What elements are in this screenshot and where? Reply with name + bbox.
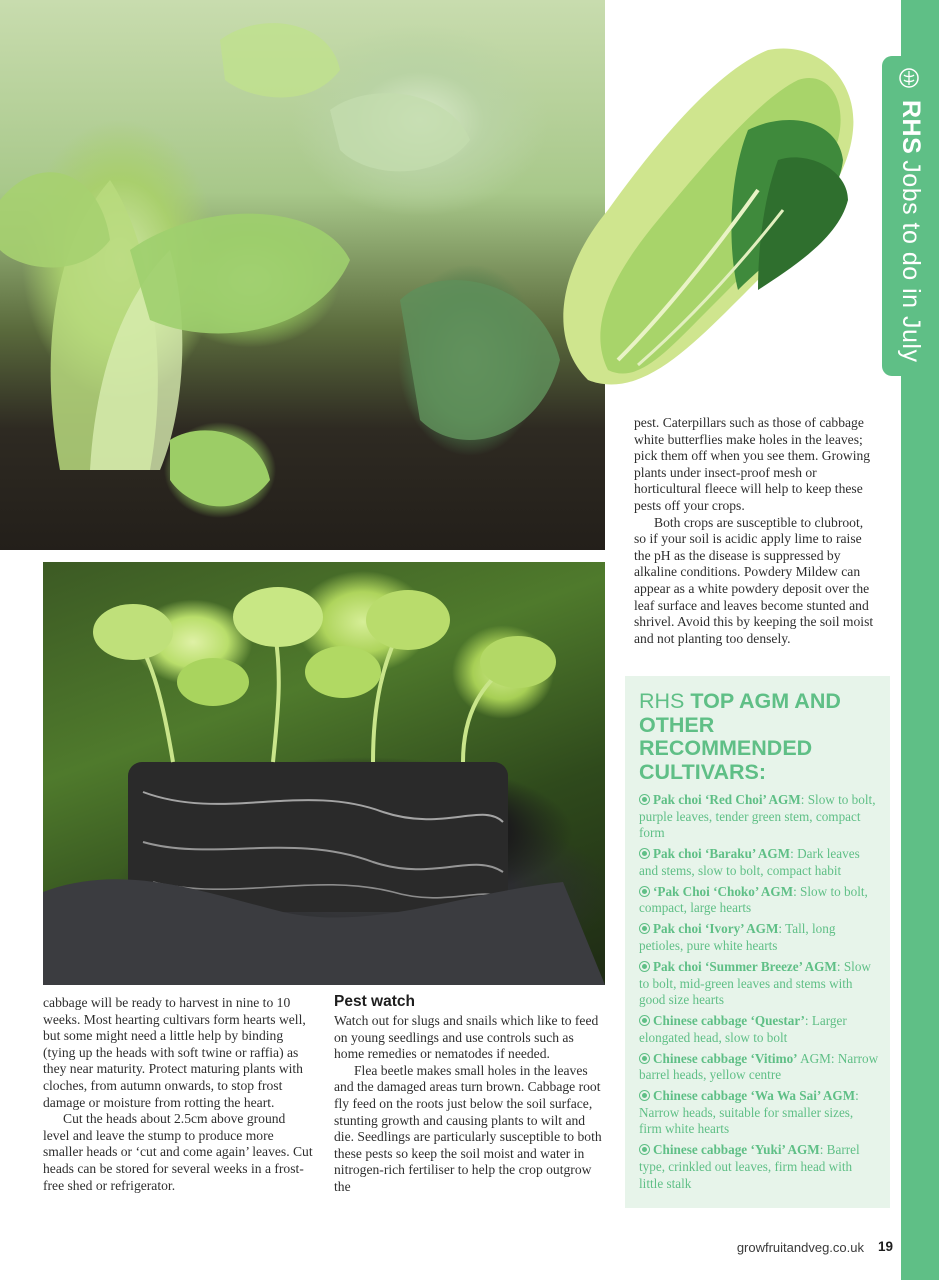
bullet-icon: [640, 1016, 649, 1025]
section-title: Jobs to do in July: [897, 160, 925, 363]
pak-choi-plants-art: [0, 0, 605, 550]
cultivar-name: Pak choi ‘Red Choi’ AGM: [653, 792, 801, 807]
article-paragraph: cabbage will be ready to harvest in nine to 10 weeks. Most hearting cultivars form hearts well, but some might need a little help by binding (tying up the heads with soft twine or raffia) as they near maturity. Protect maturing plants with cloches, from autumn onwards, to stop frost damage or moisture from rotting the heart.: [43, 995, 306, 1110]
cultivar-desc: : Barrel type, crinkled out leaves, firm head with little stalk: [639, 1142, 860, 1191]
article-paragraph: Both crops are susceptible to clubroot, so if your soil is acidic apply lime to raise the pH as the disease is suppressed by alkaline conditions. Powdery Mildew can appear as a white powdery deposit over the leaf surface and leaves become stunted and shrivel. Avoid this by keeping the soil moist and not planting too densely.: [634, 514, 874, 646]
cultivar-name: Pak choi ‘Ivory’ AGM: [653, 921, 779, 937]
cultivar-name: Chinese cabbage ‘Vitimo’: [653, 1050, 798, 1066]
cultivars-title-brand: RHS: [639, 689, 691, 713]
pak-choi-illustration: [548, 40, 868, 400]
cultivar-list: [639, 792, 879, 1197]
bullet-icon: [640, 795, 649, 804]
cultivar-desc: : Slow to bolt, mid-green leaves and stems with good size hearts: [639, 958, 871, 1008]
page-number: 19: [878, 1239, 894, 1254]
cultivar-name: Pak choi ‘Summer Breeze’ AGM: [653, 958, 837, 974]
cultivar-name: Chinese cabbage ‘Questar’: [653, 1013, 805, 1029]
cultivar-item: [639, 1088, 879, 1138]
pest-watch-heading: Pest watch: [334, 993, 415, 1010]
pak-choi-plants-photo: [0, 0, 605, 550]
section-tab-label: [893, 70, 933, 370]
cultivar-item: [639, 921, 879, 954]
cultivar-desc: : Tall, long petioles, pure white hearts: [639, 921, 836, 953]
cultivar-desc: : Narrow heads, suitable for smaller sizes, firm white hearts: [639, 1088, 859, 1137]
bullet-icon: [640, 1054, 649, 1063]
cultivar-desc: AGM: Narrow barrel heads, yellow centre: [639, 1050, 879, 1083]
seedlings-art: [43, 562, 605, 985]
bullet-icon: [640, 1145, 649, 1154]
cultivar-desc: : Dark leaves and stems, slow to bolt, compact habit: [639, 846, 860, 878]
cultivar-item: [639, 959, 879, 1009]
cultivar-item: [639, 1013, 879, 1046]
cultivar-item: [639, 1051, 879, 1084]
article-paragraph: pest. Caterpillars such as those of cabbage white butterflies make holes in the leaves; pick them off when you see them. Growing plants under insect-proof mesh or horticultural fleece will help to keep these pests off your crops.: [634, 415, 871, 513]
article-column-middle: [334, 993, 606, 1196]
article-column-left: [43, 995, 315, 1194]
cultivar-item: [639, 884, 879, 917]
pak-choi-illustration-art: [548, 40, 868, 400]
bullet-icon: [640, 1091, 649, 1100]
bullet-icon: [640, 849, 649, 858]
bullet-icon: [640, 924, 649, 933]
cultivar-item: [639, 846, 879, 879]
seedlings-in-hand-photo: [43, 562, 605, 985]
cultivar-name: Pak choi ‘Baraku’ AGM: [653, 846, 791, 862]
cultivars-title: [639, 690, 879, 784]
article-column-right: [634, 415, 874, 647]
cultivars-box: [625, 676, 890, 1208]
cultivar-item: [639, 792, 879, 842]
cultivars-title-main: TOP AGM AND OTHER RECOMMENDED CULTIVARS:: [639, 689, 841, 784]
bullet-icon: [640, 962, 649, 971]
cultivar-item: [639, 1142, 879, 1192]
bullet-icon: [640, 887, 649, 896]
footer-url: growfruitandveg.co.uk: [736, 1240, 864, 1255]
cultivar-name: ‘Pak Choi ‘Choko’ AGM: [653, 883, 794, 899]
cultivar-desc: : Larger elongated head, slow to bolt: [639, 1013, 847, 1045]
cultivar-name: Chinese cabbage ‘Wa Wa Sai’ AGM: [653, 1088, 856, 1104]
cultivar-name: Chinese cabbage ‘Yuki’ AGM: [653, 1142, 820, 1158]
article-paragraph: Watch out for slugs and snails which like to feed on young seedlings and use controls such as home remedies or nematodes if needed.: [334, 1013, 599, 1062]
cultivar-desc: : Slow to bolt, compact, large hearts: [639, 883, 868, 916]
article-paragraph: Flea beetle makes small holes in the leaves and the damaged areas turn brown. Cabbage root fly feed on the roots just below the soil surface, stunting growth and causing plants to wilt and die. Seedlings are particularly susceptible to both these pests so keep the soil moist and water in nitrogen-rich fertiliser to help the crop outgrow the: [334, 1062, 602, 1194]
section-brand: RHS: [897, 100, 925, 155]
cultivar-desc: : Slow to bolt, purple leaves, tender green stem, compact form: [639, 792, 876, 841]
article-paragraph: Cut the heads about 2.5cm above ground level and leave the stump to produce more smaller heads or ‘cut and come again’ leaves. Cut heads can be stored for several weeks in a frost-free shed or refrigerator.: [43, 1111, 313, 1193]
